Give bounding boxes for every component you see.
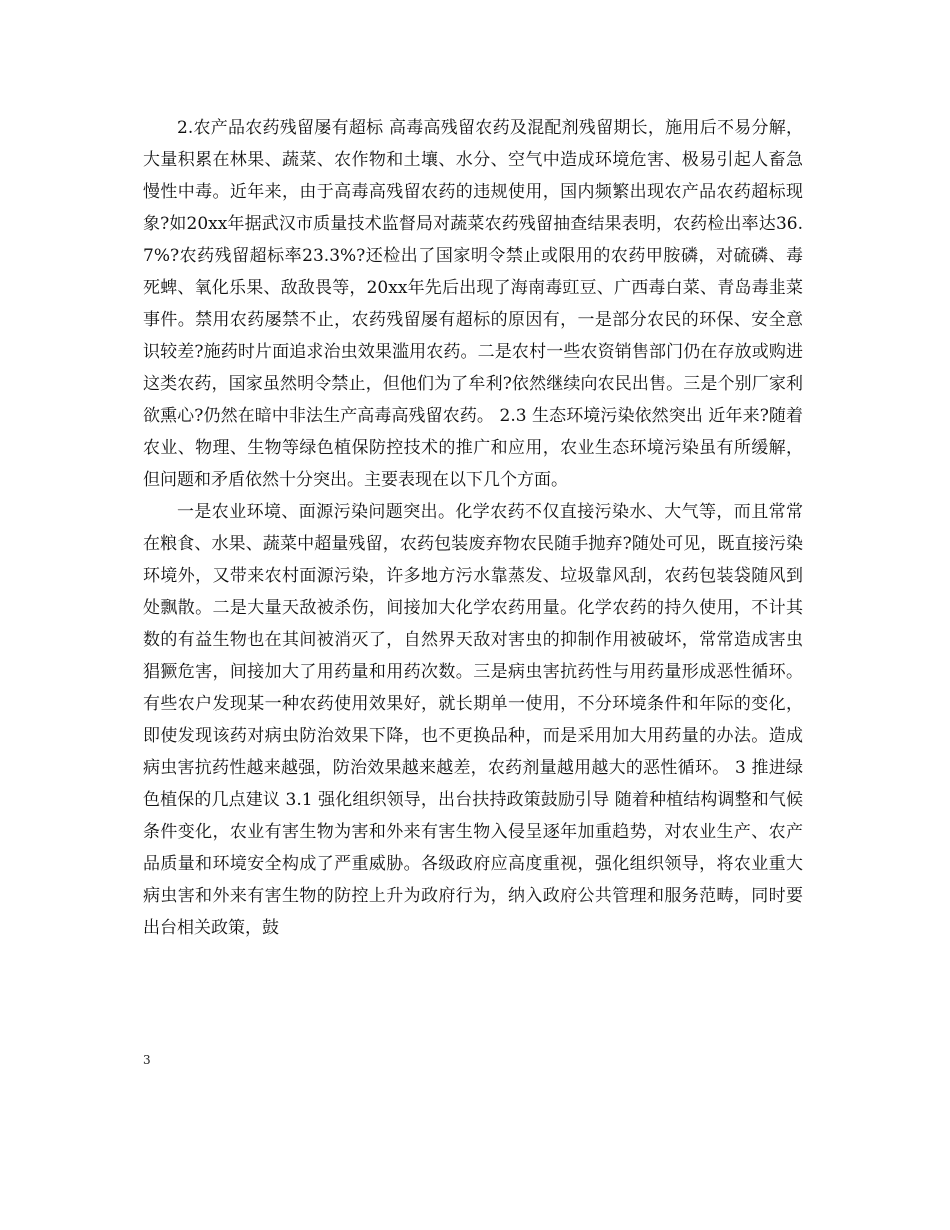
- paragraph-environment-pollution: 一是农业环境、面源污染问题突出。化学农药不仅直接污染水、大气等，而且常常在粮食、水果、蔬菜中超量残留，农药包装废弃物农民随手抛弃?随处可见，既直接污染环境外，又带来农村面源污染，许多地方污水靠蒸发、垃圾靠风刮，农药包装袋随风到处飘散。二是大量天敌被杀伤，间接加大化学农药用量。化学农药的持久使用，不计其数的有益生物也在其间被消灭了，自然界天敌对害虫的抑制作用被破坏，常常造成害虫猖獗危害，间接加大了用药量和用药次数。三是病虫害抗药性与用药量形成恶性循环。有些农户发现某一种农药使用效果好，就长期单一使用，不分环境条件和年际的变化，即使发现该药对病虫防治效果下降，也不更换品种，而是采用加大用药量的办法。造成病虫害抗药性越来越强，防治效果越来越差，农药剂量越用越大的恶性循环。 3 推进绿色植保的几点建议 3.1 强化组织领导，出台扶持政策鼓励引导 随着种植结构调整和气候条件变化，农业有害生物为害和外来有害生物入侵呈逐年加重趋势，对农业生产、农产品质量和环境安全构成了严重威胁。各级政府应高度重视，强化组织领导，将农业重大病虫害和外来有害生物的防控上升为政府行为，纳入政府公共管理和服务范畴，同时要出台相关政策，鼓: [143, 502, 803, 938]
- document-body: [143, 112, 803, 944]
- paragraph-pesticide-residue: 2.农产品农药残留屡有超标 高毒高残留农药及混配剂残留期长，施用后不易分解，大量积累在林果、蔬菜、农作物和土壤、水分、空气中造成环境危害、极易引起人畜急慢性中毒。近年来，由于高毒高残留农药的违规使用，国内频繁出现农产品农药超标现象?如20xx年据武汉市质量技术监督局对蔬菜农药残留抽查结果表明，农药检出率达36.7%?农药残留超标率23.3%?还检出了国家明令禁止或限用的农药甲胺磷，对硫磷、毒死蜱、氧化乐果、敌敌畏等，20xx年先后出现了海南毒豇豆、广西毒白菜、青岛毒韭菜事件。禁用农药屡禁不止，农药残留屡有超标的原因有，一是部分农民的环保、安全意识较差?施药时片面追求治虫效果滥用农药。二是农村一些农资销售部门仍在存放或购进这类农药，国家虽然明令禁止，但他们为了牟利?依然继续向农民出售。三是个别厂家利欲熏心?仍然在暗中非法生产高毒高残留农药。 2.3 生态环境污染依然突出 近年来?随着农业、物理、生物等绿色植保防控技术的推广和应用，农业生态环境污染虽有所缓解，但问题和矛盾依然十分突出。主要表现在以下几个方面。: [143, 118, 803, 490]
- page-number: 3: [143, 1053, 151, 1067]
